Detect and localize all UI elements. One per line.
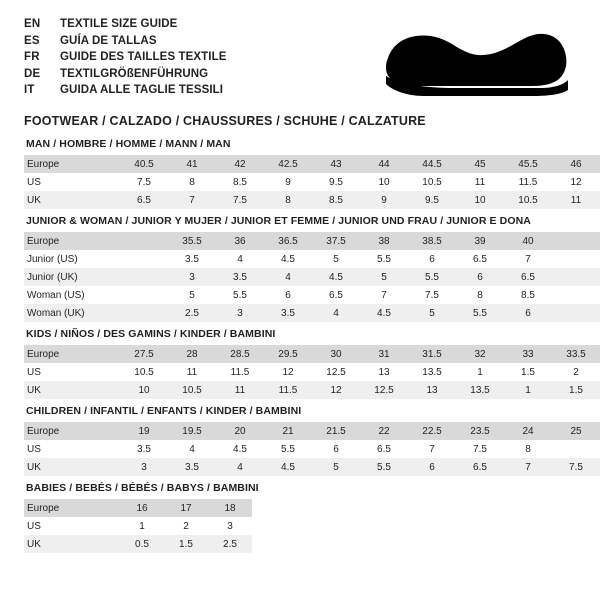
row-label: UK: [24, 535, 120, 553]
cell: 7: [504, 458, 552, 476]
cell: 46: [552, 155, 600, 173]
cell: [552, 268, 600, 286]
table-row: [24, 191, 600, 209]
language-title: TEXTILGRÖßENFÜHRUNG: [60, 67, 209, 80]
language-row: [24, 33, 227, 50]
cell: 11.5: [264, 381, 312, 399]
cell: 36.5: [264, 232, 312, 250]
cell: 36: [216, 232, 264, 250]
cell: 4: [312, 304, 360, 322]
table-row: [24, 250, 600, 268]
cell: 32: [456, 345, 504, 363]
table-row: [24, 499, 252, 517]
language-row: [24, 66, 227, 83]
cell: 19: [120, 422, 168, 440]
row-label: US: [24, 440, 120, 458]
cell: 1: [504, 381, 552, 399]
cell: [552, 440, 600, 458]
language-title: GUIDE DES TAILLES TEXTILE: [60, 51, 227, 63]
cell: 11: [168, 363, 216, 381]
cell: 40.5: [120, 155, 168, 173]
block-title: BABIES / BEBÉS / BÉBÉS / BABYS / BAMBINI: [26, 482, 259, 494]
cell: 42.5: [264, 155, 312, 173]
cell: 8.5: [504, 286, 552, 304]
cell: 45: [456, 155, 504, 173]
table-row: [24, 345, 600, 363]
block-title: CHILDREN / INFANTIL / ENFANTS / KINDER / BAMBINI: [26, 405, 302, 417]
cell: 1: [120, 517, 164, 535]
row-label: Europe: [24, 422, 120, 440]
cell: 6.5: [120, 191, 168, 209]
cell: 27.5: [120, 345, 168, 363]
block-title: MAN / HOMBRE / HOMME / MANN / MAN: [26, 138, 231, 150]
cell: 1.5: [164, 535, 208, 553]
cell: 6.5: [456, 458, 504, 476]
cell: 5.5: [408, 268, 456, 286]
row-label: UK: [24, 191, 120, 209]
cell: 41: [168, 155, 216, 173]
table-row: [24, 232, 600, 250]
cell: 12: [264, 363, 312, 381]
cell: 21.5: [312, 422, 360, 440]
cell: 6: [408, 458, 456, 476]
language-code: EN: [24, 18, 41, 30]
cell: 3: [120, 458, 168, 476]
table-row: [24, 458, 600, 476]
cell: 6.5: [312, 286, 360, 304]
cell: 12.5: [360, 381, 408, 399]
size-table-junior-woman: [24, 232, 600, 322]
language-code: IT: [24, 84, 35, 96]
cell: 4.5: [216, 440, 264, 458]
cell: 40: [504, 232, 552, 250]
cell: [120, 286, 168, 304]
cell: 10.5: [408, 173, 456, 191]
cell: 13.5: [456, 381, 504, 399]
cell: 21: [264, 422, 312, 440]
row-label: Europe: [24, 155, 120, 173]
cell: 44.5: [408, 155, 456, 173]
cell: 8: [168, 173, 216, 191]
row-label: Europe: [24, 232, 120, 250]
cell: 35.5: [168, 232, 216, 250]
language-row: [24, 16, 227, 33]
cell: [120, 250, 168, 268]
cell: 8: [264, 191, 312, 209]
cell: 3.5: [216, 268, 264, 286]
row-label: US: [24, 363, 120, 381]
cell: 4: [168, 440, 216, 458]
cell: 4.5: [264, 250, 312, 268]
cell: 10: [456, 191, 504, 209]
cell: 9.5: [408, 191, 456, 209]
cell: 7: [360, 286, 408, 304]
language-row: [24, 82, 227, 99]
dress-shoe-icon: [380, 14, 570, 100]
cell: 10.5: [168, 381, 216, 399]
cell: [120, 268, 168, 286]
language-row: [24, 49, 227, 66]
cell: 7.5: [552, 458, 600, 476]
cell: 4: [216, 250, 264, 268]
language-code: DE: [24, 67, 41, 80]
cell: 38.5: [408, 232, 456, 250]
cell: [552, 286, 600, 304]
size-block-babies: [24, 476, 576, 553]
cell: 10: [360, 173, 408, 191]
size-block-kids: [24, 322, 586, 399]
cell: 29.5: [264, 345, 312, 363]
cell: 20: [216, 422, 264, 440]
cell: 1: [456, 363, 504, 381]
cell: 5: [408, 304, 456, 322]
cell: 11: [552, 191, 600, 209]
cell: 12: [552, 173, 600, 191]
cell: 17: [164, 499, 208, 517]
cell: 3.5: [120, 440, 168, 458]
cell: 2.5: [168, 304, 216, 322]
size-block-man: [24, 128, 582, 209]
cell: 6: [456, 268, 504, 286]
cell: 6: [264, 286, 312, 304]
cell: 9: [360, 191, 408, 209]
cell: 4.5: [264, 458, 312, 476]
cell: 8: [456, 286, 504, 304]
size-block-children: [24, 399, 583, 476]
table-row: [24, 535, 252, 553]
cell: 12.5: [312, 363, 360, 381]
cell: 19.5: [168, 422, 216, 440]
cell: 33: [504, 345, 552, 363]
cell: [552, 232, 600, 250]
cell: 4: [216, 458, 264, 476]
header: [24, 16, 576, 100]
cell: 22.5: [408, 422, 456, 440]
cell: 39: [456, 232, 504, 250]
cell: 6: [312, 440, 360, 458]
cell: [120, 304, 168, 322]
cell: 9: [264, 173, 312, 191]
cell: 33.5: [552, 345, 600, 363]
cell: 7: [168, 191, 216, 209]
table-row: [24, 381, 600, 399]
cell: 5: [312, 458, 360, 476]
cell: 31.5: [408, 345, 456, 363]
cell: 3: [216, 304, 264, 322]
language-title: GUÍA DE TALLAS: [60, 34, 157, 47]
row-label: UK: [24, 458, 120, 476]
size-table-man: [24, 155, 600, 209]
cell: 43: [312, 155, 360, 173]
block-title: KIDS / NIÑOS / DES GAMINS / KINDER / BAMBINI: [26, 328, 276, 340]
row-label: Woman (US): [24, 286, 120, 304]
cell: 13.5: [408, 363, 456, 381]
row-label: US: [24, 517, 120, 535]
cell: 1.5: [504, 363, 552, 381]
cell: [552, 250, 600, 268]
cell: 7: [408, 440, 456, 458]
cell: 5.5: [264, 440, 312, 458]
cell: 5: [168, 286, 216, 304]
cell: 11.5: [216, 363, 264, 381]
block-title: JUNIOR & WOMAN / JUNIOR Y MUJER / JUNIOR ET FEMME / JUNIOR UND FRAU / JUNIOR E DONA: [26, 215, 531, 227]
cell: 11.5: [504, 173, 552, 191]
cell: 44: [360, 155, 408, 173]
cell: 16: [120, 499, 164, 517]
language-title: TEXTILE SIZE GUIDE: [60, 18, 178, 30]
cell: 5.5: [360, 458, 408, 476]
cell: 23.5: [456, 422, 504, 440]
cell: 24: [504, 422, 552, 440]
cell: 28.5: [216, 345, 264, 363]
cell: [120, 232, 168, 250]
cell: 3: [208, 517, 252, 535]
cell: 18: [208, 499, 252, 517]
size-table-kids: [24, 345, 600, 399]
cell: 2: [164, 517, 208, 535]
cell: 5.5: [456, 304, 504, 322]
language-title: GUIDA ALLE TAGLIE TESSILI: [60, 84, 224, 96]
cell: 6: [504, 304, 552, 322]
cell: 10.5: [504, 191, 552, 209]
size-table-babies: [24, 499, 252, 553]
cell: 7: [504, 250, 552, 268]
row-label: Junior (UK): [24, 268, 120, 286]
cell: 8.5: [312, 191, 360, 209]
cell: 10: [120, 381, 168, 399]
cell: 6: [408, 250, 456, 268]
table-row: [24, 304, 600, 322]
cell: 12: [312, 381, 360, 399]
table-row: [24, 173, 600, 191]
cell: 5: [312, 250, 360, 268]
size-block-junior-woman: [24, 209, 576, 322]
page-title: FOOTWEAR / CALZADO / CHAUSSURES / SCHUHE / CALZATURE: [24, 114, 426, 128]
cell: 31: [360, 345, 408, 363]
cell: 7.5: [408, 286, 456, 304]
table-row: [24, 440, 600, 458]
cell: 8.5: [216, 173, 264, 191]
table-row: [24, 517, 252, 535]
language-code: FR: [24, 51, 40, 63]
cell: 2.5: [208, 535, 252, 553]
cell: 3: [168, 268, 216, 286]
cell: 13: [360, 363, 408, 381]
cell: 11: [456, 173, 504, 191]
cell: 5.5: [360, 250, 408, 268]
table-row: [24, 155, 600, 173]
row-label: UK: [24, 381, 120, 399]
cell: 6.5: [360, 440, 408, 458]
cell: 6.5: [504, 268, 552, 286]
language-code: ES: [24, 34, 40, 47]
cell: 1.5: [552, 381, 600, 399]
cell: 3.5: [264, 304, 312, 322]
cell: 4.5: [312, 268, 360, 286]
cell: 7.5: [456, 440, 504, 458]
cell: 6.5: [456, 250, 504, 268]
table-row: [24, 363, 600, 381]
cell: 10.5: [120, 363, 168, 381]
cell: 9.5: [312, 173, 360, 191]
cell: 0.5: [120, 535, 164, 553]
cell: 8: [504, 440, 552, 458]
cell: 42: [216, 155, 264, 173]
table-row: [24, 422, 600, 440]
cell: 22: [360, 422, 408, 440]
cell: [552, 304, 600, 322]
cell: 7.5: [216, 191, 264, 209]
size-table-children: [24, 422, 600, 476]
cell: 3.5: [168, 458, 216, 476]
cell: 25: [552, 422, 600, 440]
cell: 30: [312, 345, 360, 363]
language-title-list: [24, 16, 227, 99]
cell: 28: [168, 345, 216, 363]
cell: 5.5: [216, 286, 264, 304]
cell: 38: [360, 232, 408, 250]
cell: 3.5: [168, 250, 216, 268]
cell: 4: [264, 268, 312, 286]
row-label: Europe: [24, 499, 120, 517]
row-label: Junior (US): [24, 250, 120, 268]
row-label: Woman (UK): [24, 304, 120, 322]
cell: 5: [360, 268, 408, 286]
cell: 45.5: [504, 155, 552, 173]
cell: 13: [408, 381, 456, 399]
row-label: Europe: [24, 345, 120, 363]
cell: 37.5: [312, 232, 360, 250]
cell: 11: [216, 381, 264, 399]
cell: 2: [552, 363, 600, 381]
table-row: [24, 268, 600, 286]
table-row: [24, 286, 600, 304]
cell: 7.5: [120, 173, 168, 191]
cell: 4.5: [360, 304, 408, 322]
row-label: US: [24, 173, 120, 191]
